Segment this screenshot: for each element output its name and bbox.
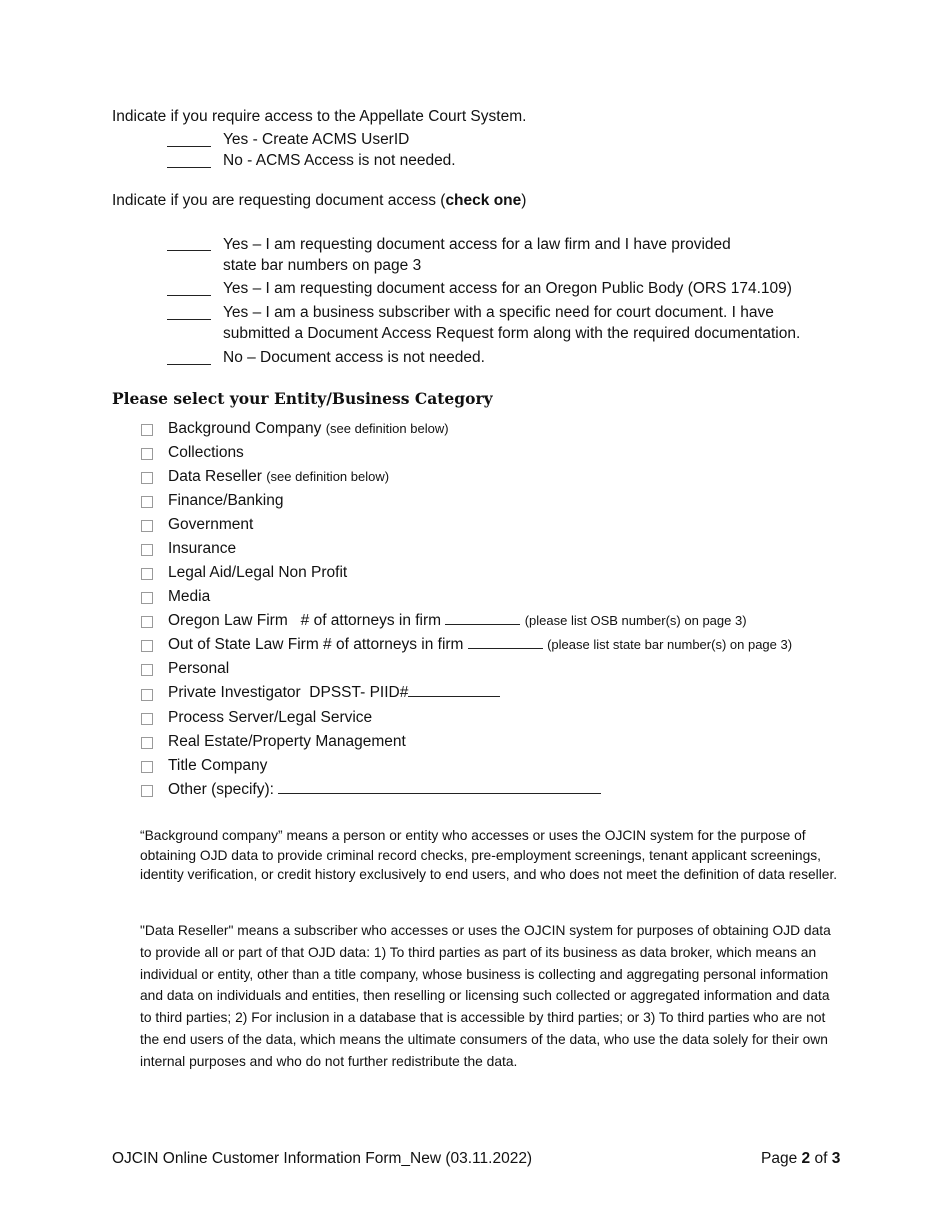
doc-access-public-body-blank[interactable] (167, 295, 211, 296)
category-private-investigator: Private Investigator DPSST- PIID# (168, 684, 500, 702)
checkbox-government[interactable] (141, 520, 153, 532)
doc-access-lawfirm-line1: Yes – I am requesting document access for a law firm and I have provided (223, 236, 731, 253)
checkbox-data-reseller[interactable] (141, 472, 153, 484)
category-insurance: Insurance (168, 540, 237, 557)
checkbox-other[interactable] (141, 785, 153, 797)
category-legal-aid: Legal Aid/Legal Non Profit (168, 564, 348, 581)
doc-access-none-blank[interactable] (167, 364, 211, 365)
category-background-company: Background Company (see definition below) (168, 420, 449, 437)
category-collections: Collections (168, 444, 244, 461)
checkbox-finance-banking[interactable] (141, 496, 153, 508)
doc-access-none-label: No – Document access is not needed. (223, 349, 485, 366)
checkbox-oregon-law-firm[interactable] (141, 616, 153, 628)
acms-no-blank[interactable] (167, 167, 211, 168)
category-heading: Please select your Entity/Business Category (112, 389, 493, 408)
checkbox-background-company[interactable] (141, 424, 153, 436)
footer-page-number: Page 2 of 3 (761, 1150, 841, 1167)
checkbox-out-of-state-law-firm[interactable] (141, 640, 153, 652)
checkbox-title-company[interactable] (141, 761, 153, 773)
doc-access-business-line2: submitted a Document Access Request form along with the required documentation. (223, 325, 801, 342)
acms-no-label: No - ACMS Access is not needed. (223, 152, 456, 169)
category-government: Government (168, 516, 254, 533)
data-reseller-definition: "Data Reseller" means a subscriber who accesses or uses the OJCIN system for purposes of obtaining OJD data to provide all or part of that OJD data: 1) To third parties as part of its business as data broker, which means an individual or entity, other than a title company, whose business is collecting and aggregating personal information and data on individuals and entities, then reselling or licensing such collected or aggregated information and data to third parties; 2) For inclusion in a database that is accessible by third parties; or 3) To third parties who are not the end users of the data, which means the ultimate consumers of the data, who use the data solely for their own internal purposes and who do not further redistribute the data. (140, 923, 831, 1069)
checkbox-insurance[interactable] (141, 544, 153, 556)
piid-field[interactable] (408, 695, 500, 697)
doc-access-public-body-label: Yes – I am requesting document access for an Oregon Public Body (ORS 174.109) (223, 280, 792, 297)
category-finance-banking: Finance/Banking (168, 492, 284, 509)
oregon-attorney-count-field[interactable] (445, 623, 520, 625)
category-title-company: Title Company (168, 757, 268, 774)
category-personal: Personal (168, 660, 230, 677)
doc-access-business-blank[interactable] (167, 319, 211, 320)
background-company-definition: “Background company” means a person or entity who accesses or uses the OJCIN system for the purpose of obtaining OJD data to provide criminal record checks, pre-employment screenings, tenant applicant screenings, identity verification, or credit history exclusively to end users, and who does not meet the definition of data reseller. (140, 828, 838, 882)
category-data-reseller: Data Reseller (see definition below) (168, 468, 390, 485)
category-out-of-state-law-firm: Out of State Law Firm # of attorneys in firm (please list state bar number(s) on page 3) (168, 636, 793, 653)
category-process-server: Process Server/Legal Service (168, 709, 373, 726)
acms-yes-label: Yes - Create ACMS UserID (223, 131, 410, 148)
checkbox-personal[interactable] (141, 664, 153, 676)
footer-form-title: OJCIN Online Customer Information Form_New (03.11.2022) (112, 1150, 533, 1167)
doc-access-lawfirm-blank[interactable] (167, 250, 211, 251)
acms-question: Indicate if you require access to the Appellate Court System. (112, 108, 527, 125)
category-real-estate: Real Estate/Property Management (168, 733, 406, 750)
checkbox-legal-aid[interactable] (141, 568, 153, 580)
acms-yes-blank[interactable] (167, 146, 211, 147)
category-other: Other (specify): (168, 781, 601, 799)
checkbox-process-server[interactable] (141, 713, 153, 725)
category-oregon-law-firm: Oregon Law Firm # of attorneys in firm (please list OSB number(s) on page 3) (168, 612, 747, 629)
category-media: Media (168, 588, 211, 605)
checkbox-collections[interactable] (141, 448, 153, 460)
doc-access-business-line1: Yes – I am a business subscriber with a specific need for court document. I have (223, 304, 774, 321)
out-of-state-attorney-count-field[interactable] (468, 647, 543, 649)
other-specify-field[interactable] (278, 792, 601, 794)
checkbox-real-estate[interactable] (141, 737, 153, 749)
checkbox-private-investigator[interactable] (141, 689, 153, 701)
document-access-question: Indicate if you are requesting document access (check one) (112, 192, 527, 209)
checkbox-media[interactable] (141, 592, 153, 604)
doc-access-lawfirm-line2: state bar numbers on page 3 (223, 257, 422, 274)
